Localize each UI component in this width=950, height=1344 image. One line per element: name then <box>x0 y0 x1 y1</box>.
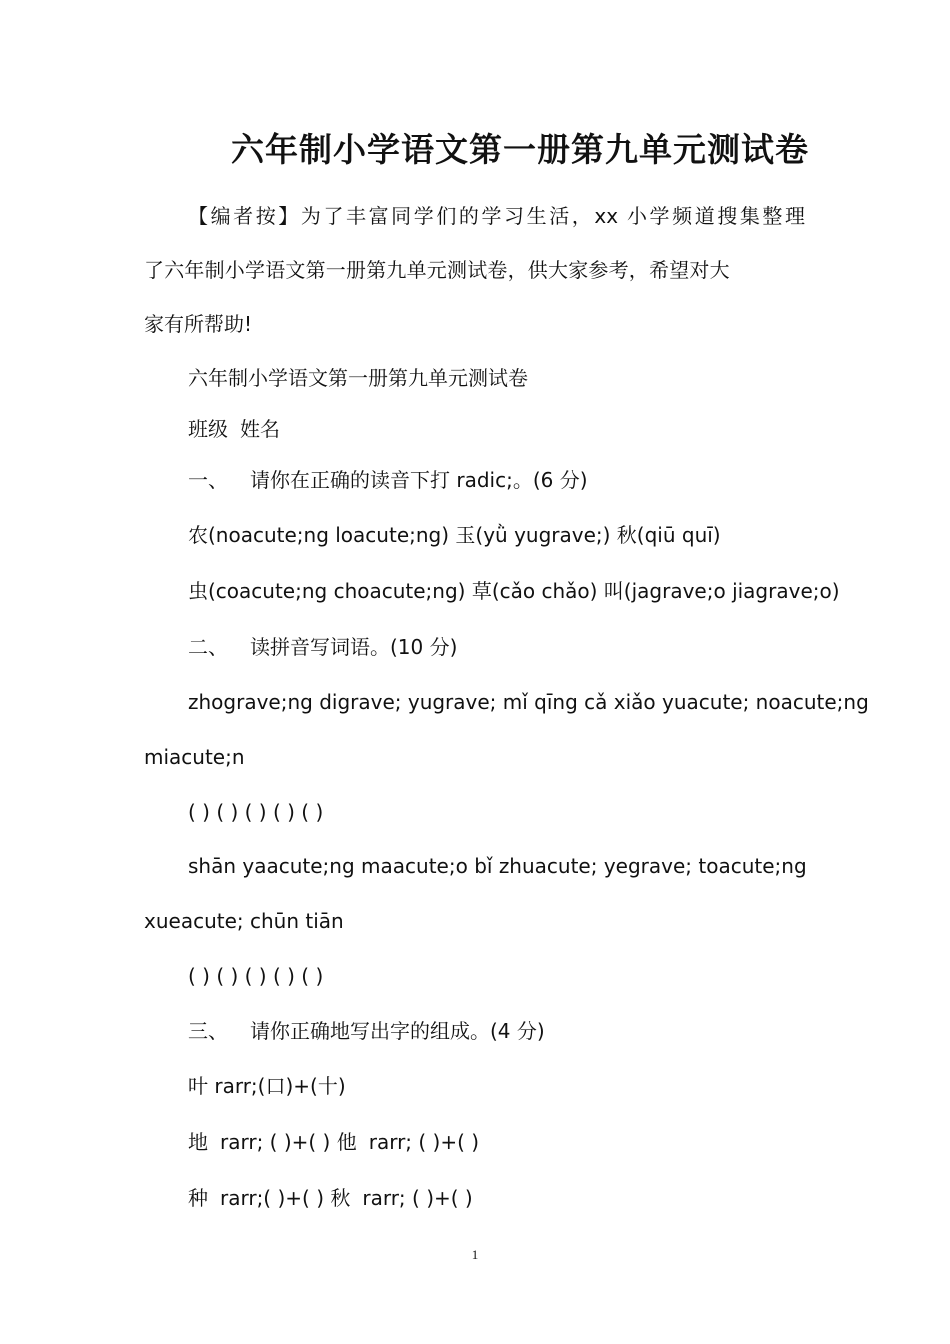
section-2-number: 二、 <box>188 635 228 659</box>
composition-text: rarr; ( )+( ) <box>368 1130 480 1154</box>
section-2-pinyin-1-line-1: zhograve;ng digrave; yugrave; mǐ qīng cǎ xiǎo yuacute; noacute;ng <box>188 690 869 714</box>
document-title: 六年制小学语文第一册第九单元测试卷 <box>231 130 809 169</box>
section-2-heading <box>188 634 457 660</box>
section-1-heading <box>188 467 588 493</box>
section-3-number: 三、 <box>188 1019 228 1043</box>
section-3-row-2 <box>188 1129 479 1155</box>
pinyin-word: yaacute;ng <box>242 854 355 878</box>
section-2-pinyin-2-line-2: xueacute; chūn tiān <box>144 909 344 933</box>
composition-text: rarr;( )+( ) 秋 <box>220 1186 351 1210</box>
section-1-row-1: 农(noacute;ng loacute;ng) 玉(yǜ yugrave;) 秋(qiū quī) <box>188 523 721 547</box>
intro-line-3: 家有所帮助! <box>144 312 253 336</box>
pinyin-word: bǐ <box>474 854 493 878</box>
class-label: 班级 <box>188 417 228 441</box>
pinyin-word: zhuacute; <box>498 854 598 878</box>
section-2-blanks-1: ( ) ( ) ( ) ( ) ( ) <box>188 800 324 824</box>
pinyin-word: toacute;ng <box>698 854 807 878</box>
character: 种 <box>188 1186 208 1210</box>
section-3-heading <box>188 1018 545 1044</box>
section-2-pinyin-1-line-2: miacute;n <box>144 745 245 769</box>
page-number: 1 <box>471 1247 479 1262</box>
pinyin-word: maacute;o <box>361 854 468 878</box>
section-3-row-3 <box>188 1185 473 1211</box>
class-name-row <box>188 416 280 442</box>
section-2-heading-text: 读拼音写词语。(10 分) <box>250 635 458 659</box>
section-3-heading-text: 请你正确地写出字的组成。(4 分) <box>250 1019 545 1043</box>
composition-text: rarr; ( )+( ) <box>362 1186 473 1210</box>
name-label: 姓名 <box>240 417 280 441</box>
section-1-row-2: 虫(coacute;ng choacute;ng) 草(cǎo chǎo) 叫(jagrave;o jiagrave;o) <box>188 579 840 603</box>
pinyin-word: shān <box>188 854 237 878</box>
subtitle: 六年制小学语文第一册第九单元测试卷 <box>188 366 528 390</box>
composition-text: rarr; ( )+( ) 他 <box>220 1130 357 1154</box>
character: 地 <box>188 1130 208 1154</box>
section-1-number: 一、 <box>188 468 228 492</box>
intro-line-1: 【编者按】为了丰富同学们的学习生活，xx 小学频道搜集整理 <box>188 204 805 228</box>
pinyin-word: yegrave; <box>603 854 693 878</box>
section-2-blanks-2: ( ) ( ) ( ) ( ) ( ) <box>188 964 324 988</box>
section-1-heading-text: 请你在正确的读音下打 radic;。(6 分) <box>250 468 588 492</box>
section-2-pinyin-2-line-1 <box>188 853 805 879</box>
intro-line-2: 了六年制小学语文第一册第九单元测试卷，供大家参考，希望对大 <box>144 258 730 282</box>
section-3-row-1: 叶 rarr;(口)+(十) <box>188 1074 346 1098</box>
